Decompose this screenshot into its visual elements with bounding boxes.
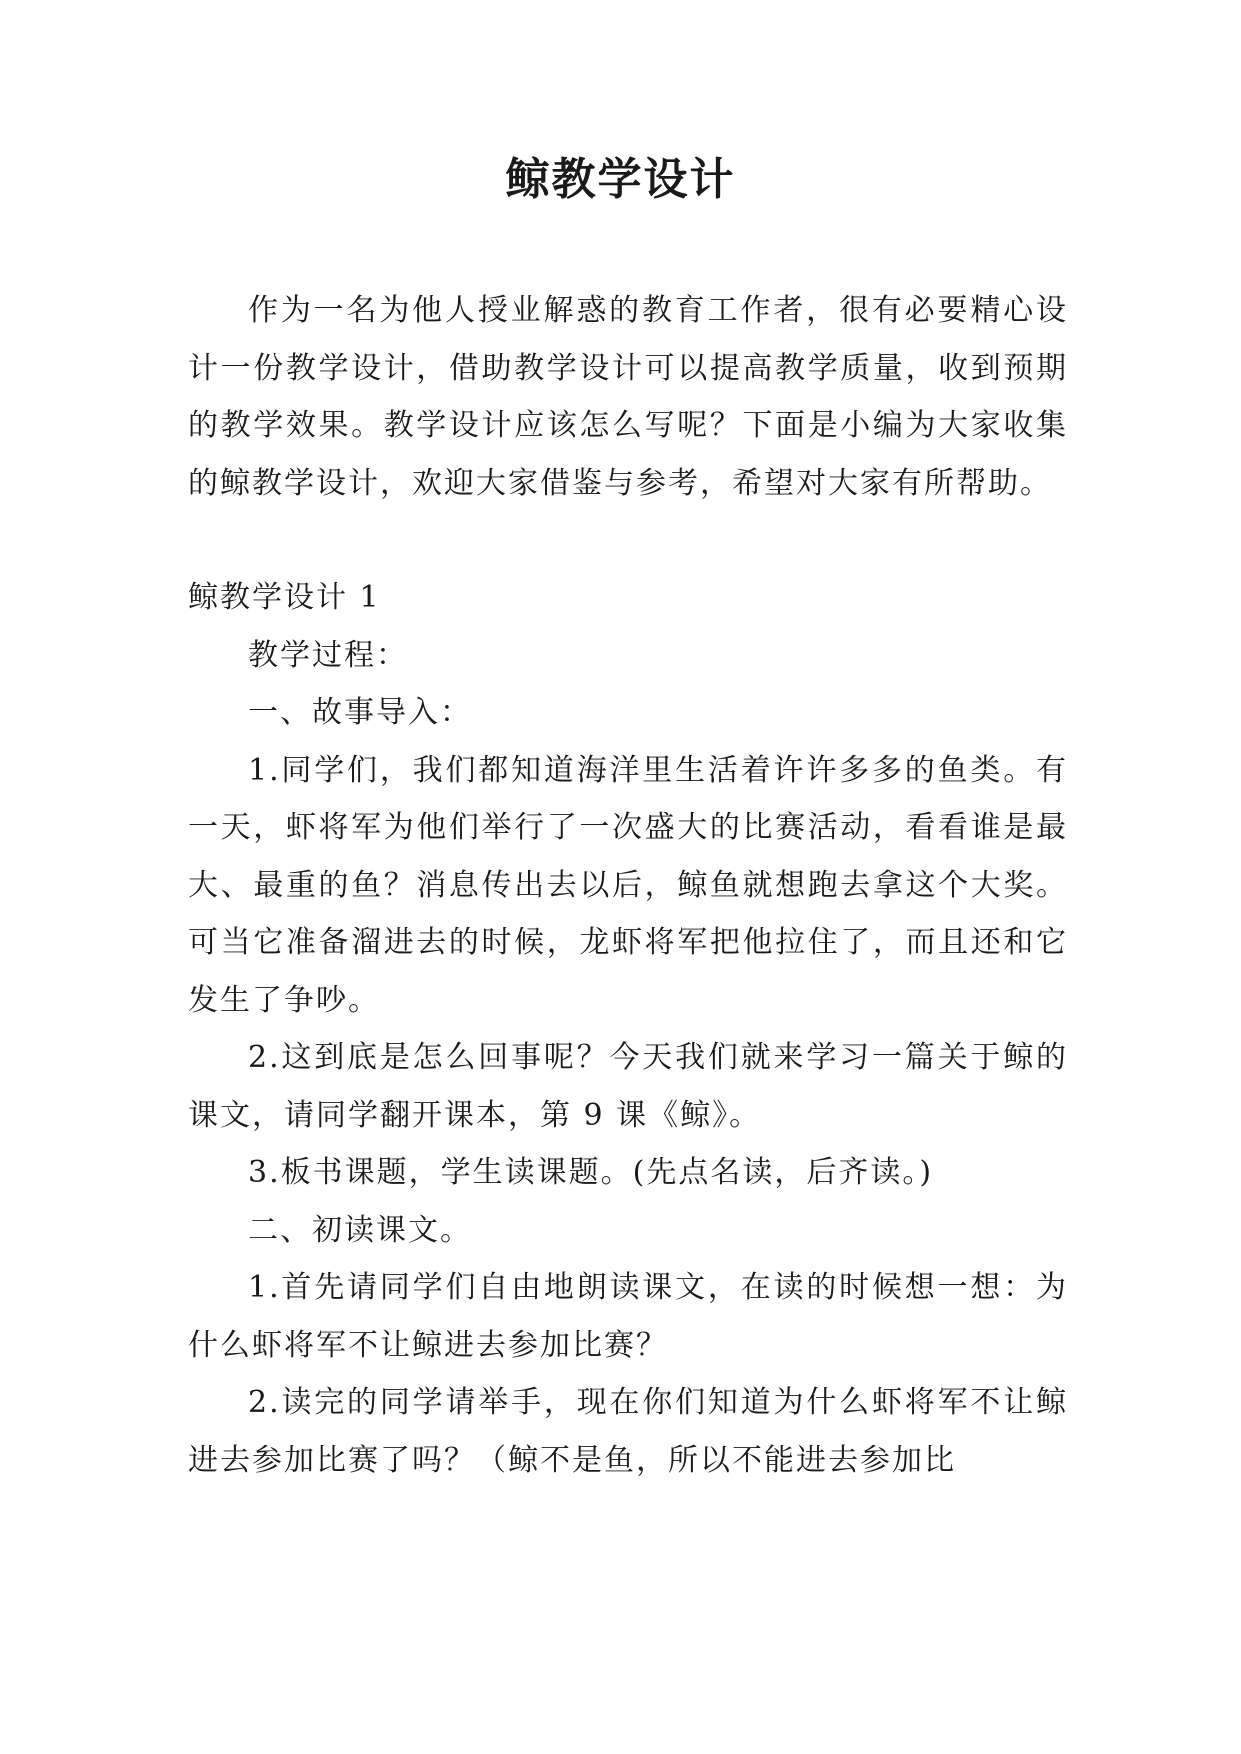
document-body [188,282,1068,1489]
section-title: 鲸教学设计 1 [188,580,381,615]
body-paragraph: 3.板书课题，学生读课题。(先点名读，后齐读。) [248,1155,934,1190]
body-paragraph: 2.这到底是怎么回事呢？今天我们就来学习一篇关于鲸的课文，请同学翻开课本，第 9 课《鲸》。 [188,1040,1068,1133]
intro-paragraph: 作为一名为他人授业解惑的教育工作者，很有必要精心设计一份教学设计，借助教学设计可以提高教学质量，收到预期的教学效果。教学设计应该怎么写呢？下面是小编为大家收集的鲸教学设计，欢迎大家借鉴与参考，希望对大家有所帮助。 [188,293,1068,501]
body-paragraph: 1.首先请同学们自由地朗读课文，在读的时候想一想：为什么虾将军不让鲸进去参加比赛？ [188,1270,1068,1363]
body-paragraph: 教学过程： [248,637,408,673]
document-title: 鲸教学设计 [505,154,736,205]
body-paragraph: 二、初读课文。 [248,1212,472,1248]
body-paragraph: 1.同学们，我们都知道海洋里生活着许许多多的鱼类。有一天，虾将军为他们举行了一次盛大的比赛活动，看看谁是最大、最重的鱼？消息传出去以后，鲸鱼就想跑去拿这个大奖。可当它准备溜进去的时候，龙虾将军把他拉住了，而且还和它发生了争吵。 [188,752,1068,1018]
body-paragraph: 2.读完的同学请举手，现在你们知道为什么虾将军不让鲸进去参加比赛了吗？（鲸不是鱼，所以不能进去参加比 [188,1385,1068,1478]
body-paragraph: 一、故事导入： [248,695,472,730]
